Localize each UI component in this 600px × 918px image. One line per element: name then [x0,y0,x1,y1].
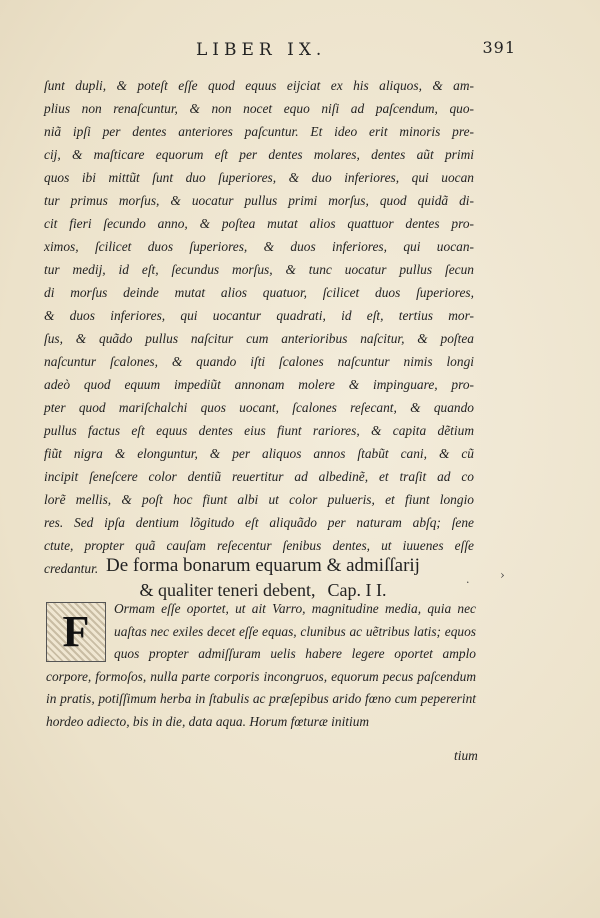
text-line: ctute, propter quã cauſam reſecentur ſenibus dentes, ut iuuenes eſſe [44,538,474,553]
text-line: credantur. [44,561,99,576]
text-line: plius non renaſcuntur, & non nocet equo niſi ad paſcendum, quo- [44,101,474,116]
chapter-heading-text: & qualiter teneri debent, [139,580,316,600]
page-header [0,40,600,70]
text-line: fiũt nigra & elonguntur, & per aliquos annos ſtabũt cani, & cũ [44,446,474,461]
main-text-block [44,74,474,580]
margin-mark-right: › [500,568,505,582]
decorated-initial [46,602,106,662]
text-line: cit fieri ſecundo anno, & poſtea mutat alios quattuor dentes pro- [44,216,474,231]
text-line: tur primus morſus, & uocatur pullus primi morſus, quod quidã di- [44,193,474,208]
text-line: pullus factus eſt equus dentes eius fiunt rariores, & capita dẽtium [44,423,474,438]
text-line: ximos, ſcilicet duos ſuperiores, & duos inferiores, qui uocan- [44,239,474,254]
text-line: res. Sed ipſa dentium lõgitudo eſt aliquãdo per naturam abſq; ſene [44,515,474,530]
dropcap-letter: F [62,607,90,656]
text-line: incipit ſeneſcere color dentiũ reuertitur ad albedinẽ, et traſit ad co [44,469,474,484]
text-line: ſus, & quãdo pullus naſcitur cum anterioribus naſcitur, & poſtea [44,331,474,346]
text-line: & duos inferiores, qui uocantur quadrati, id eſt, tertius mor- [44,308,474,323]
text-line: quos ibi mittũt ſunt duo ſuperiores, & duo inferiores, qui uocan [44,170,474,185]
margin-mark: · [466,576,470,589]
text-line: niã ipſi per dentes anteriores paſcuntur. Et ideo erit minoris pre- [44,124,474,139]
text-line: tur medij, id eſt, ſecundus morſus, & tunc uocatur pullus ſecun [44,262,474,277]
text-line: naſcuntur ſcalones, & quando iſti ſcalones naſcuntur nimis longi [44,354,474,369]
chapter-body [46,598,476,733]
folio-number: 391 [482,38,516,57]
text-line: adeò quod equum impediũt annonam molere & impinguare, pro- [44,377,474,392]
chapter-heading [48,553,478,603]
text-line: lorẽ mellis, & poſt hoc fiunt albi ut color pulueris, et fiunt longio [44,492,474,507]
text-line: ſunt dupli, & poteſt eſſe quod equus eijciat ex his aliquos, & am- [44,78,474,93]
chapter-number: Cap. I I. [327,580,387,600]
chapter-heading-line1: De forma bonarum equarum & admiſſarij [106,555,420,576]
text-line: cij, & maſticare equorum eſt per dentes molares, dentes aũt primi [44,147,474,162]
text-line: di morſus deinde mutat alios quatuor, ſcilicet duos ſuperiores, [44,285,474,300]
running-title: LIBER IX. [196,40,327,60]
text-line: pter quod mariſchalchi quos uocant, ſcalones reſecant, & quando [44,400,474,415]
chapter-paragraph: Ormam eſſe oportet, ut ait Varro, magnitudine media, quia nec uaſtas nec exiles decet eſſe equas, clunibus ac uẽtribus latis; equos quos propter admiſſuram uelis habere legere oportet amplo corpore, formoſos, nulla parte corporis incongruos, equorum pecus paſcendum in pratis, potiſſimum herba in ſtabulis ac præſepibus arido fœno cum pepererint hordeo adiecto, bis in die, data aqua. Horum fœturæ initium [46,601,476,729]
catchword: tium [454,748,478,763]
